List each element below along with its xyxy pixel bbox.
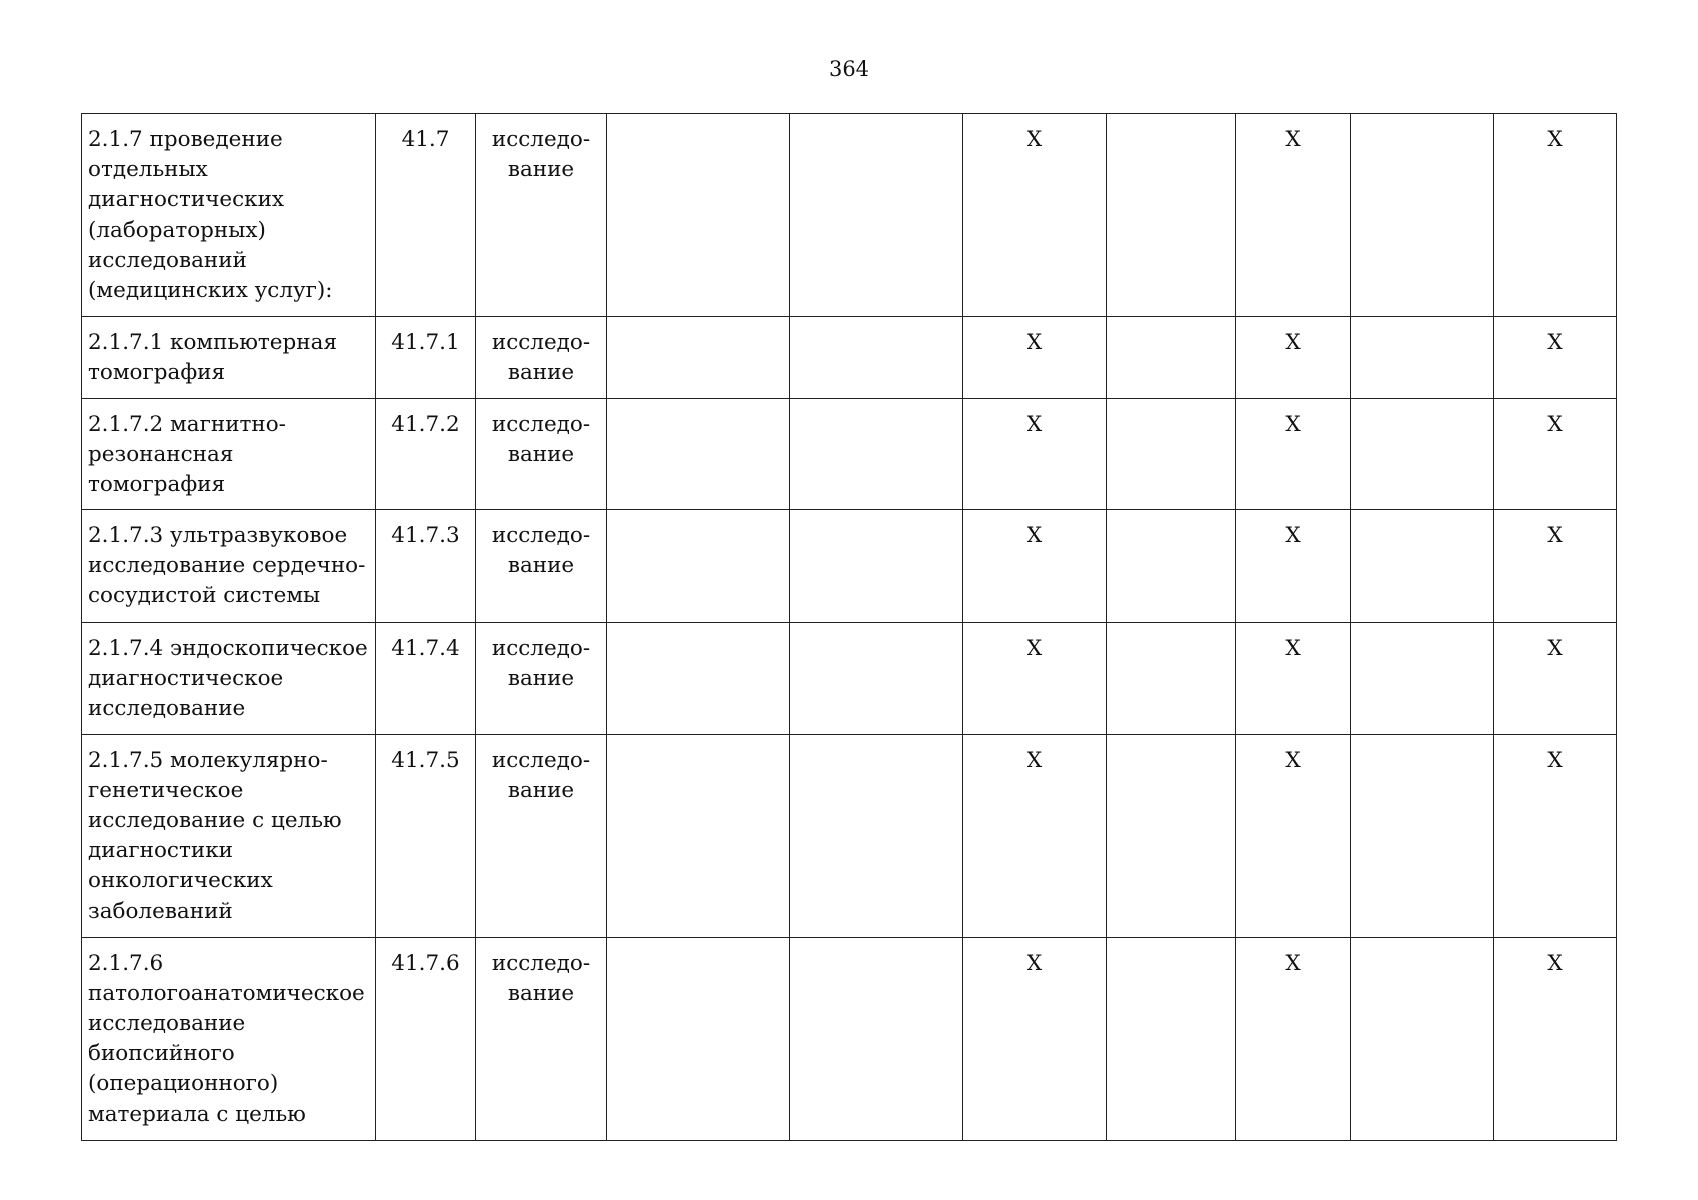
- cell-empty: [607, 509, 790, 622]
- name-line: исследование: [88, 1011, 246, 1037]
- name-line: сосудистой системы: [88, 583, 321, 609]
- name-line: резонансная томография: [88, 442, 234, 498]
- cell-mark: Х: [1236, 622, 1351, 734]
- cell-empty: [1107, 622, 1236, 734]
- name-line: биопсийного: [88, 1041, 235, 1067]
- cell-empty: [1351, 509, 1494, 622]
- cell-empty: [1351, 399, 1494, 510]
- name-line: исследование: [88, 696, 246, 722]
- cell-unit: [476, 937, 607, 1140]
- cell-mark: Х: [1236, 399, 1351, 510]
- cell-mark: Х: [1494, 399, 1617, 510]
- cell-code: 41.7.6: [376, 937, 476, 1140]
- name-line: заболеваний: [88, 898, 233, 924]
- cell-mark: Х: [963, 399, 1107, 510]
- cell-empty: [790, 734, 963, 937]
- cell-mark: Х: [963, 317, 1107, 399]
- cell-unit: [476, 622, 607, 734]
- page-number: 364: [828, 57, 870, 81]
- cell-name: [82, 317, 376, 399]
- name-line: (лабораторных): [88, 217, 266, 243]
- name-line: патологоанатомическое: [88, 980, 365, 1006]
- name-line: (операционного): [88, 1071, 279, 1097]
- cell-mark: Х: [1494, 114, 1617, 317]
- unit-line: вание: [507, 552, 575, 578]
- unit-line: исследо-: [491, 747, 591, 773]
- name-line: материала с целью: [88, 1101, 306, 1127]
- cell-empty: [1107, 734, 1236, 937]
- unit-line: вание: [507, 360, 575, 386]
- unit-line: исследо-: [491, 522, 591, 548]
- cell-unit: [476, 509, 607, 622]
- cell-mark: Х: [1236, 114, 1351, 317]
- cell-empty: [1351, 317, 1494, 399]
- table-row: [82, 114, 1617, 317]
- cell-mark: Х: [1494, 734, 1617, 937]
- cell-empty: [607, 622, 790, 734]
- cell-empty: [1351, 937, 1494, 1140]
- cell-mark: Х: [963, 114, 1107, 317]
- cell-mark: Х: [963, 509, 1107, 622]
- cell-empty: [1107, 509, 1236, 622]
- cell-code: 41.7: [376, 114, 476, 317]
- document-table: [81, 113, 1617, 1141]
- name-line: 2.1.7.3 ультразвуковое: [88, 522, 348, 548]
- cell-mark: Х: [1236, 734, 1351, 937]
- cell-name: [82, 937, 376, 1140]
- cell-unit: [476, 317, 607, 399]
- cell-empty: [790, 317, 963, 399]
- name-line: 2.1.7 проведение: [88, 127, 283, 152]
- unit-line: вание: [507, 777, 575, 803]
- cell-empty: [790, 114, 963, 317]
- cell-name: [82, 509, 376, 622]
- cell-empty: [1107, 399, 1236, 510]
- cell-name: [82, 734, 376, 937]
- unit-line: вание: [507, 442, 575, 468]
- cell-mark: Х: [1494, 509, 1617, 622]
- name-line: исследований: [88, 247, 247, 273]
- name-line: 2.1.7.2 магнитно-: [88, 412, 286, 437]
- cell-mark: Х: [1494, 317, 1617, 399]
- unit-line: исследо-: [491, 412, 591, 437]
- cell-mark: Х: [963, 734, 1107, 937]
- cell-empty: [607, 937, 790, 1140]
- cell-code: 41.7.1: [376, 317, 476, 399]
- unit-line: исследо-: [491, 635, 591, 661]
- cell-empty: [1351, 622, 1494, 734]
- cell-mark: Х: [1494, 622, 1617, 734]
- name-line: диагностических: [88, 187, 285, 213]
- table-body: [82, 114, 1617, 1141]
- cell-code: 41.7.5: [376, 734, 476, 937]
- cell-name: [82, 114, 376, 317]
- cell-empty: [607, 734, 790, 937]
- cell-empty: [790, 509, 963, 622]
- table-row: [82, 734, 1617, 937]
- name-line: 2.1.7.6: [88, 950, 164, 976]
- name-line: исследование с целью: [88, 808, 342, 834]
- cell-empty: [1107, 114, 1236, 317]
- name-line: 2.1.7.1 компьютерная: [88, 330, 338, 355]
- table-row: [82, 622, 1617, 734]
- cell-mark: Х: [1494, 937, 1617, 1140]
- cell-empty: [607, 399, 790, 510]
- cell-code: 41.7.3: [376, 509, 476, 622]
- unit-line: вание: [507, 665, 575, 691]
- cell-mark: Х: [1236, 937, 1351, 1140]
- unit-line: исследо-: [491, 127, 591, 152]
- table-row: [82, 317, 1617, 399]
- cell-name: [82, 399, 376, 510]
- cell-empty: [790, 622, 963, 734]
- name-line: диагностическое: [88, 665, 284, 691]
- unit-line: вание: [507, 980, 575, 1006]
- table-row: [82, 937, 1617, 1140]
- cell-unit: [476, 734, 607, 937]
- cell-code: 41.7.2: [376, 399, 476, 510]
- unit-line: исследо-: [491, 950, 591, 976]
- cell-empty: [607, 114, 790, 317]
- name-line: 2.1.7.5 молекулярно-: [88, 747, 328, 773]
- cell-empty: [1107, 317, 1236, 399]
- cell-empty: [1107, 937, 1236, 1140]
- table-row: [82, 399, 1617, 510]
- cell-name: [82, 622, 376, 734]
- cell-unit: [476, 399, 607, 510]
- cell-empty: [790, 937, 963, 1140]
- name-line: томография: [88, 360, 226, 386]
- cell-mark: Х: [1236, 317, 1351, 399]
- cell-mark: Х: [963, 622, 1107, 734]
- unit-line: вание: [507, 157, 575, 183]
- cell-unit: [476, 114, 607, 317]
- name-line: диагностики: [88, 838, 233, 864]
- cell-empty: [607, 317, 790, 399]
- name-line: исследование сердечно-: [88, 552, 366, 578]
- cell-empty: [790, 399, 963, 510]
- cell-empty: [1351, 734, 1494, 937]
- table-row: [82, 509, 1617, 622]
- name-line: 2.1.7.4 эндоскопическое: [88, 635, 368, 661]
- cell-mark: Х: [1236, 509, 1351, 622]
- name-line: генетическое: [88, 777, 244, 803]
- name-line: (медицинских услуг):: [88, 278, 333, 304]
- cell-mark: Х: [963, 937, 1107, 1140]
- name-line: отдельных: [88, 157, 208, 183]
- cell-code: 41.7.4: [376, 622, 476, 734]
- name-line: онкологических: [88, 868, 273, 894]
- unit-line: исследо-: [491, 330, 591, 355]
- cell-empty: [1351, 114, 1494, 317]
